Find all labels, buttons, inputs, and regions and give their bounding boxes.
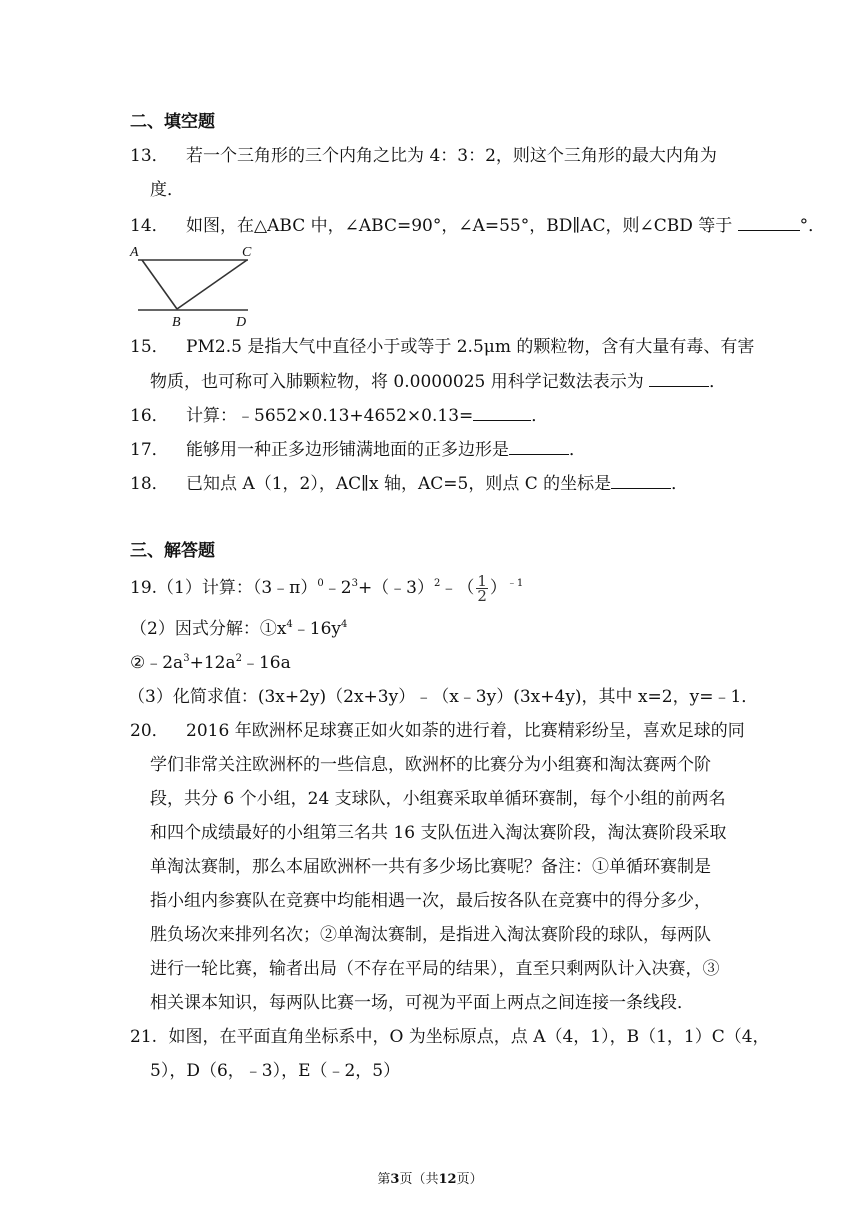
exponent: 2	[235, 653, 242, 664]
question-20-line: 单淘汰赛制，那么本届欧洲杯一共有多少场比赛呢？备注：①单循环赛制是	[150, 857, 711, 877]
question-21-line2: 5），D（6，﹣3），E（﹣2，5）	[150, 1061, 401, 1081]
answer-blank	[509, 438, 569, 455]
question-20-line: 胜负场次来排列名次；②单淘汰赛制，是指进入淘汰赛阶段的球队，每两队	[150, 925, 711, 945]
label-b: B	[172, 315, 181, 330]
segment-bc	[177, 260, 247, 309]
question-20-line: 指小组内参赛队在竞赛中均能相遇一次，最后按各队在竞赛中的得分多少，	[150, 891, 711, 911]
question-suffix: °．	[799, 216, 826, 236]
answer-blank	[649, 370, 709, 387]
question-text: 若一个三角形的三个内角之比为 4：3：2，则这个三角形的最大内角为	[186, 146, 717, 166]
question-suffix: ．	[671, 474, 689, 494]
exponent: 4	[341, 619, 348, 630]
question-20-line: 进行一轮比赛，输者出局（不存在平局的结果），直至只剩两队计入决赛，③	[150, 959, 720, 979]
question-18	[130, 472, 688, 495]
question-suffix: ．	[709, 372, 727, 392]
question-text: 如图，在△ABC 中，∠ABC=90°，∠A=55°，BD∥AC，则∠CBD 等于	[186, 216, 733, 236]
exponent: 3	[351, 578, 358, 589]
question-19-part2	[130, 618, 347, 640]
question-number: 18．	[130, 474, 169, 494]
label-d: D	[236, 315, 247, 330]
expr-part: +12a	[189, 653, 236, 673]
question-17	[130, 438, 586, 461]
question-number: 21.	[130, 1027, 158, 1047]
question-number: 14．	[130, 216, 169, 236]
answer-blank	[473, 404, 531, 421]
question-20-line: 和四个成绩最好的小组第三名共 16 支队伍进入淘汰赛阶段，淘汰赛阶段采取	[150, 823, 727, 843]
section-title-solve: 三、解答题	[130, 541, 215, 561]
exponent: ﹣1	[506, 578, 524, 589]
answer-blank	[738, 214, 800, 231]
fraction-half	[476, 574, 488, 603]
question-suffix: ．	[569, 440, 587, 460]
current-page: 3	[390, 1172, 400, 1187]
question-19-part1	[130, 574, 523, 603]
exponent: 2	[434, 578, 441, 589]
question-21	[130, 1026, 770, 1048]
question-text: 已知点 A（1，2），AC∥x 轴，AC=5，则点 C 的坐标是	[186, 474, 612, 494]
expr-part: ﹣2	[323, 578, 352, 598]
expr-part: ﹣16a	[241, 653, 291, 673]
question-15-line2	[150, 370, 726, 393]
segment-ab	[142, 260, 177, 309]
question-13	[130, 145, 717, 167]
expr-part: ﹣16y	[292, 619, 342, 639]
question-19-part3: （3）化简求值：(3x+2y)（2x+3y）﹣（x﹣3y）(3x+4y)，其中 x=2，y=﹣1．	[128, 687, 759, 707]
question-number: 17．	[130, 440, 169, 460]
expr-part: （2）因式分解：①x	[130, 619, 287, 639]
question-text: 如图，在平面直角坐标系中，O 为坐标原点，点 A（4，1），B（1，1）C（4，	[168, 1027, 770, 1047]
question-19-part2b	[130, 652, 291, 674]
expr-part: ）	[489, 578, 507, 598]
footer-text: 第	[377, 1172, 391, 1187]
fraction-denominator: 2	[477, 587, 487, 605]
expr-part: ﹣（	[440, 578, 475, 598]
footer-text: 页）	[456, 1172, 483, 1187]
question-20-line: 段，共分 6 个小组，24 支球队，小组赛采取单循环赛制，每个小组的前两名	[150, 789, 726, 809]
question-20-line: 相关课本知识，每两队比赛一场，可视为平面上两点之间连接一条线段．	[150, 993, 694, 1013]
exponent: 0	[317, 578, 324, 589]
question-number: 19.	[130, 578, 158, 598]
expr-part: ②﹣2a	[130, 653, 184, 673]
question-15	[130, 336, 754, 358]
question-number: 20．	[130, 721, 169, 741]
footer-text: 页（共	[399, 1172, 439, 1187]
expr-part: +（﹣3）	[357, 578, 434, 598]
fraction-numerator: 1	[477, 572, 487, 590]
question-14	[130, 214, 825, 237]
answer-blank	[611, 472, 671, 489]
exponent: 4	[286, 619, 293, 630]
question-13-line2: 度．	[150, 180, 184, 200]
question-text: PM2.5 是指大气中直径小于或等于 2.5μm 的颗粒物，含有大量有毒、有害	[186, 337, 755, 357]
page-footer	[0, 1168, 860, 1187]
question-20	[130, 720, 745, 742]
question-text: 能够用一种正多边形铺满地面的正多边形是	[186, 440, 510, 460]
question-text: 物质，也可称可入肺颗粒物，将 0.0000025 用科学记数法表示为	[150, 372, 644, 392]
question-number: 15．	[130, 337, 169, 357]
question-number: 13．	[130, 146, 169, 166]
expr-part: （1）计算：（3﹣π）	[157, 578, 318, 598]
exponent: 3	[183, 653, 190, 664]
label-c: C	[242, 245, 252, 260]
label-a: A	[130, 245, 139, 260]
section-title-fill-in: 二、填空题	[130, 112, 215, 132]
triangle-figure	[128, 242, 258, 330]
question-text: 2016 年欧洲杯足球赛正如火如荼的进行着，比赛精彩纷呈，喜欢足球的同	[186, 721, 745, 741]
question-20-line: 学们非常关注欧洲杯的一些信息，欧洲杯的比赛分为小组赛和淘汰赛两个阶	[150, 755, 711, 775]
question-text: 计算：﹣5652×0.13+4652×0.13=	[186, 406, 474, 426]
question-number: 16．	[130, 406, 169, 426]
total-pages: 12	[438, 1172, 457, 1187]
question-suffix: ．	[531, 406, 549, 426]
question-16	[130, 404, 548, 427]
